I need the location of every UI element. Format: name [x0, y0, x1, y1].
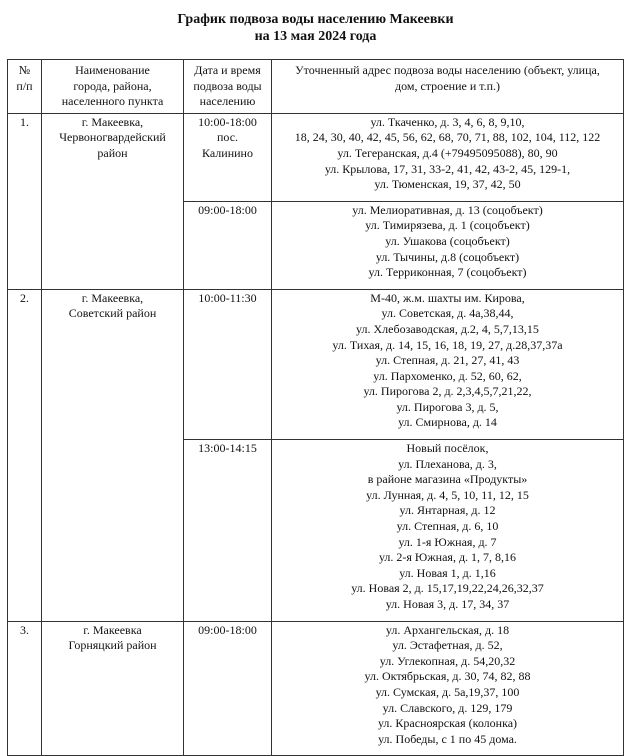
address-line: ул. Новая 3, д. 17, 34, 37 — [385, 597, 510, 611]
district-name — [42, 113, 184, 289]
address-line: ул. Эстафетная, д. 52, — [392, 638, 503, 653]
table-body — [8, 113, 624, 756]
row-number: 1. — [8, 113, 42, 289]
address-line: ул. Терриконная, 7 (соцобъект) — [368, 265, 527, 280]
row-number: 3. — [8, 621, 42, 756]
district-name-line: Советский район — [68, 306, 157, 321]
delivery-time-line: Калинино — [202, 145, 253, 160]
address-line: ул. Пирогова 3, д. 5, — [396, 399, 499, 414]
water-schedule-table — [7, 59, 624, 756]
address-line: ул. Славского, д. 129, 179 — [382, 700, 513, 715]
district-name-line: Червоногвардейский — [59, 130, 166, 145]
delivery-time-line: 10:00-11:30 — [198, 290, 257, 305]
district-name-line: район — [97, 145, 128, 160]
address-line: ул. Крылова, 17, 31, 33-2, 41, 42, 43-2, 45, 129-1, — [324, 161, 571, 176]
delivery-time — [184, 289, 272, 439]
delivery-addresses — [272, 113, 624, 201]
address-line: ул. Ушакова (соцобъект) — [385, 233, 510, 248]
document-title — [0, 11, 631, 45]
address-line: ул. Плеханова, д. 3, — [398, 456, 497, 471]
address-line: ул. Тимирязева, д. 1 (соцобъект) — [365, 218, 530, 233]
address-line: ул. Хлебозаводская, д.2, 4, 5,7,13,15 — [356, 321, 539, 336]
address-line: 18, 24, 30, 40, 42, 45, 56, 62, 68, 70, 71, 88, 102, 104, 112, 122 — [294, 130, 601, 145]
address-line: ул. Лунная, д. 4, 5, 10, 11, 12, 15 — [366, 487, 529, 502]
table-row — [8, 113, 624, 201]
delivery-addresses — [272, 440, 624, 622]
address-line: ул. Октябрьская, д. 30, 74, 82, 88 — [364, 669, 531, 684]
delivery-addresses — [272, 621, 624, 756]
header-address: Уточненный адрес подвоза воды населению (объект, улица, дом, строение и т.п.) — [272, 60, 624, 114]
delivery-addresses — [272, 289, 624, 439]
address-line: ул. Сумская, д. 5а,19,37, 100 — [375, 684, 520, 699]
table-row — [8, 289, 624, 439]
delivery-time-line: 09:00-18:00 — [198, 622, 257, 637]
row-number: 2. — [8, 289, 42, 621]
address-line: ул. Архангельская, д. 18 — [385, 622, 510, 637]
address-line: ул. Советская, д. 4а,38,44, — [381, 306, 514, 321]
district-name-line: г. Макеевка, — [81, 114, 144, 129]
address-line: ул. Победы, с 1 по 45 дома. — [378, 731, 517, 746]
address-line: ул. Мелиоративная, д. 13 (соцобъект) — [352, 202, 543, 217]
address-line: ул. Пирогова 2, д. 2,3,4,5,7,21,22, — [363, 384, 532, 399]
delivery-time-line: пос. — [216, 130, 239, 145]
delivery-time-line: 09:00-18:00 — [198, 202, 257, 217]
address-line: ул. 2-я Южная, д. 1, 7, 8,16 — [378, 550, 517, 565]
delivery-time-line: 10:00-18:00 — [198, 114, 257, 129]
delivery-time — [184, 440, 272, 622]
district-name-line: г. Макеевка, — [81, 290, 144, 305]
address-line: Новый посёлок, — [406, 441, 489, 456]
district-name — [42, 621, 184, 756]
address-line: ул. Степная, д. 6, 10 — [396, 519, 499, 534]
district-name — [42, 289, 184, 621]
title-line-1: График подвоза воды населению Макеевки — [177, 12, 454, 27]
address-line: ул. Новая 2, д. 15,17,19,22,24,26,32,37 — [351, 581, 544, 596]
title-line-2: на 13 мая 2024 года — [254, 29, 377, 44]
address-line: ул. Тычины, д.8 (соцобъект) — [375, 249, 520, 264]
address-line: М-40, ж.м. шахты им. Кирова, — [370, 290, 525, 305]
address-line: ул. Тихая, д. 14, 15, 16, 18, 19, 27, д.28,37,37а — [332, 337, 563, 352]
delivery-addresses — [272, 201, 624, 289]
district-name-line: Горняцкий район — [68, 638, 157, 653]
address-line: ул. Новая 1, д. 1,16 — [399, 565, 496, 580]
table-header-row — [8, 60, 624, 114]
address-line: ул. Ткаченко, д. 3, 4, 6, 8, 9,10, — [370, 114, 525, 129]
address-line: ул. Янтарная, д. 12 — [399, 503, 496, 518]
address-line: ул. Тюменская, 19, 37, 42, 50 — [374, 177, 521, 192]
table-row — [8, 621, 624, 756]
delivery-time — [184, 621, 272, 756]
address-line: ул. Углекопная, д. 54,20,32 — [379, 653, 516, 668]
address-line: ул. Смирнова, д. 14 — [398, 415, 497, 430]
address-line: ул. Степная, д. 21, 27, 41, 43 — [375, 353, 520, 368]
header-time: Дата и время подвоза воды населению — [184, 60, 272, 114]
delivery-time — [184, 113, 272, 201]
address-line: ул. 1-я Южная, д. 7 — [398, 534, 497, 549]
address-line: ул. Тегеранская, д.4 (+79495095088), 80, 90 — [337, 145, 558, 160]
address-line: в районе магазина «Продукты» — [367, 472, 528, 487]
header-num: № п/п — [8, 60, 42, 114]
address-line: ул. Пархоменко, д. 52, 60, 62, — [373, 368, 522, 383]
district-name-line: г. Макеевка — [83, 622, 142, 637]
address-line: ул. Красноярская (колонка) — [377, 716, 518, 731]
delivery-time — [184, 201, 272, 289]
delivery-time-line: 13:00-14:15 — [198, 441, 257, 456]
header-name: Наименование города, района, населенного пункта — [42, 60, 184, 114]
